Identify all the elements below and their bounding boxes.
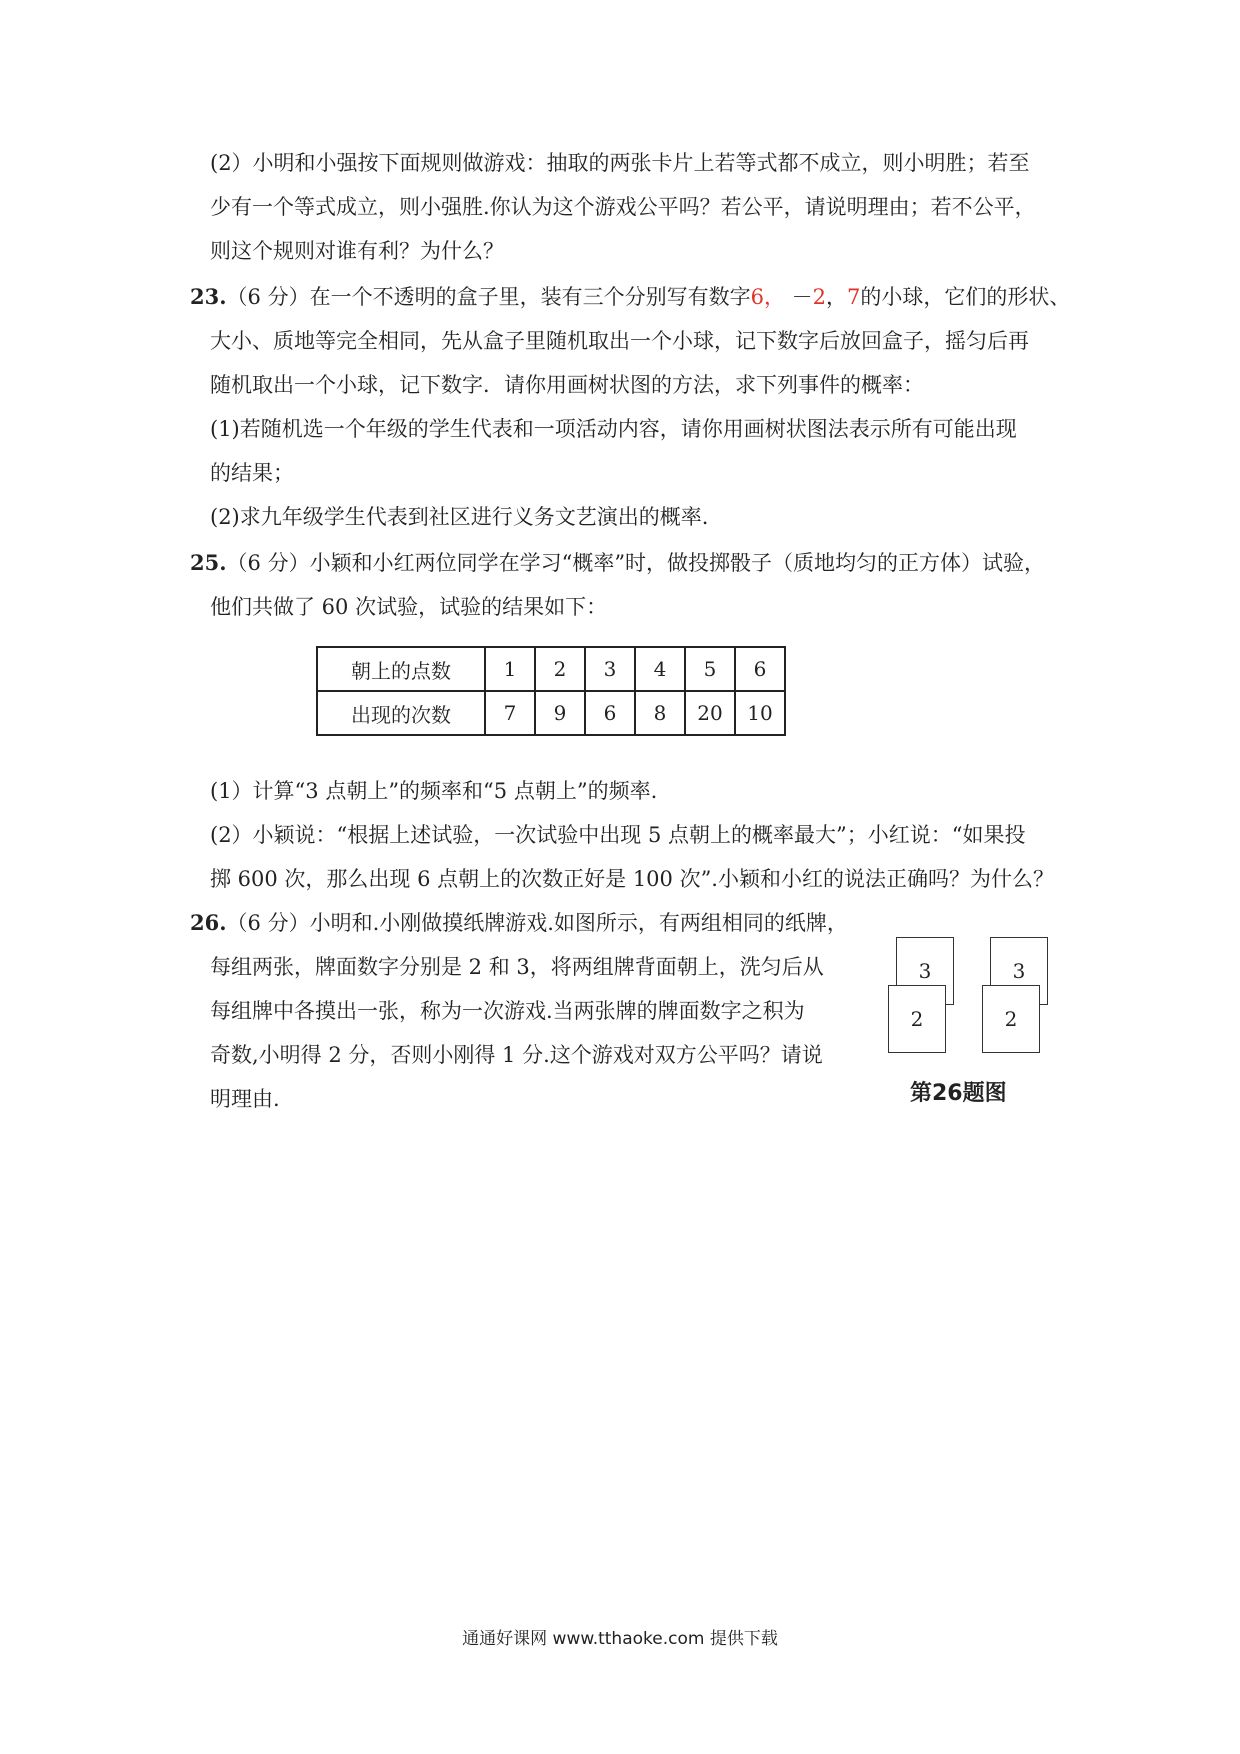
q23-sub1-line1: (1)若随机选一个年级的学生代表和一项活动内容，请你用画树状图法表示所有可能出现 xyxy=(210,417,1017,441)
dice-results-table xyxy=(316,646,786,736)
q23-line1-pre: （6 分）在一个不透明的盒子里，装有三个分别写有数字 xyxy=(226,285,751,309)
table-cell: 7 xyxy=(485,691,535,735)
q23-sub2: (2)求九年级学生代表到社区进行义务文艺演出的概率. xyxy=(210,505,709,529)
q26-line1 xyxy=(190,908,848,938)
q26-line5: 明理由. xyxy=(210,1087,280,1111)
q23-line3: 随机取出一个小球，记下数字．请你用画树状图的方法，求下列事件的概率： xyxy=(210,373,924,397)
q23-number-2: 2 xyxy=(812,285,827,309)
q23-sub1-line2: 的结果； xyxy=(210,461,294,485)
q22-part2-line2: 少有一个等式成立，则小强胜.你认为这个游戏公平吗？若公平，请说明理由；若不公平， xyxy=(210,195,1036,219)
table-cell: 9 xyxy=(535,691,585,735)
q23-comma: ， xyxy=(826,285,848,309)
table-row xyxy=(317,691,785,735)
q25-line2: 他们共做了 60 次试验，试验的结果如下： xyxy=(210,595,608,619)
card-3-right: 3 xyxy=(990,937,1048,1005)
q25-line1 xyxy=(190,548,1045,578)
q23-number: 23. xyxy=(190,284,227,309)
table-cell: 10 xyxy=(735,691,785,735)
q22-part2-line3: 则这个规则对谁有利？为什么？ xyxy=(210,239,504,263)
q23-line1 xyxy=(190,282,1070,312)
q25-sub2-line1: (2）小颖说：“根据上述试验，一次试验中出现 5 点朝上的概率最大”；小红说：“如果投 xyxy=(210,823,1026,847)
table-cell: 20 xyxy=(685,691,735,735)
q23-number-6: 6， xyxy=(750,285,785,309)
table-cell: 1 xyxy=(485,647,535,691)
card-2-right: 2 xyxy=(982,985,1040,1053)
q25-number: 25. xyxy=(190,550,227,575)
table-cell: 6 xyxy=(735,647,785,691)
q23-line1-post: 的小球，它们的形状、 xyxy=(860,285,1071,309)
q25-line1-text: （6 分）小颖和小红两位同学在学习“概率”时，做投掷骰子（质地均匀的正方体）试验， xyxy=(226,551,1046,575)
table-header-counts: 出现的次数 xyxy=(317,691,485,735)
table-cell: 2 xyxy=(535,647,585,691)
q23-line2: 大小、质地等完全相同，先从盒子里随机取出一个小球，记下数字后放回盒子，摇匀后再 xyxy=(210,329,1029,353)
q23-number-7: 7 xyxy=(847,285,861,309)
card-3-left: 3 xyxy=(896,937,954,1005)
table-cell: 8 xyxy=(635,691,685,735)
q26-line1-text: （6 分）小明和.小刚做摸纸牌游戏.如图所示，有两组相同的纸牌， xyxy=(226,911,848,935)
q26-line2: 每组两张，牌面数字分别是 2 和 3，将两组牌背面朝上，洗匀后从 xyxy=(210,955,824,979)
card-2-left: 2 xyxy=(888,985,946,1053)
footer-text: 通通好课网 www.tthaoke.com 提供下载 xyxy=(462,1629,778,1649)
q26-number: 26. xyxy=(190,910,227,935)
q25-sub1: (1）计算“3 点朝上”的频率和“5 点朝上”的频率. xyxy=(210,779,658,803)
table-row xyxy=(317,647,785,691)
table-cell: 5 xyxy=(685,647,735,691)
q22-part2-line1: (2）小明和小强按下面规则做游戏：抽取的两张卡片上若等式都不成立，则小明胜；若至 xyxy=(210,151,1030,175)
table-cell: 6 xyxy=(585,691,635,735)
q26-line4: 奇数,小明得 2 分，否则小刚得 1 分.这个游戏对双方公平吗？请说 xyxy=(210,1043,823,1067)
table-header-points: 朝上的点数 xyxy=(317,647,485,691)
figure-caption: 第26题图 xyxy=(910,1081,1007,1106)
table-cell: 4 xyxy=(635,647,685,691)
q25-sub2-line2: 掷 600 次，那么出现 6 点朝上的次数正好是 100 次”.小颖和小红的说法正确吗？为什么？ xyxy=(210,867,1054,891)
table-cell: 3 xyxy=(585,647,635,691)
q26-line3: 每组牌中各摸出一张，称为一次游戏.当两张牌的牌面数字之积为 xyxy=(210,999,805,1023)
q23-minus: － xyxy=(784,285,813,309)
